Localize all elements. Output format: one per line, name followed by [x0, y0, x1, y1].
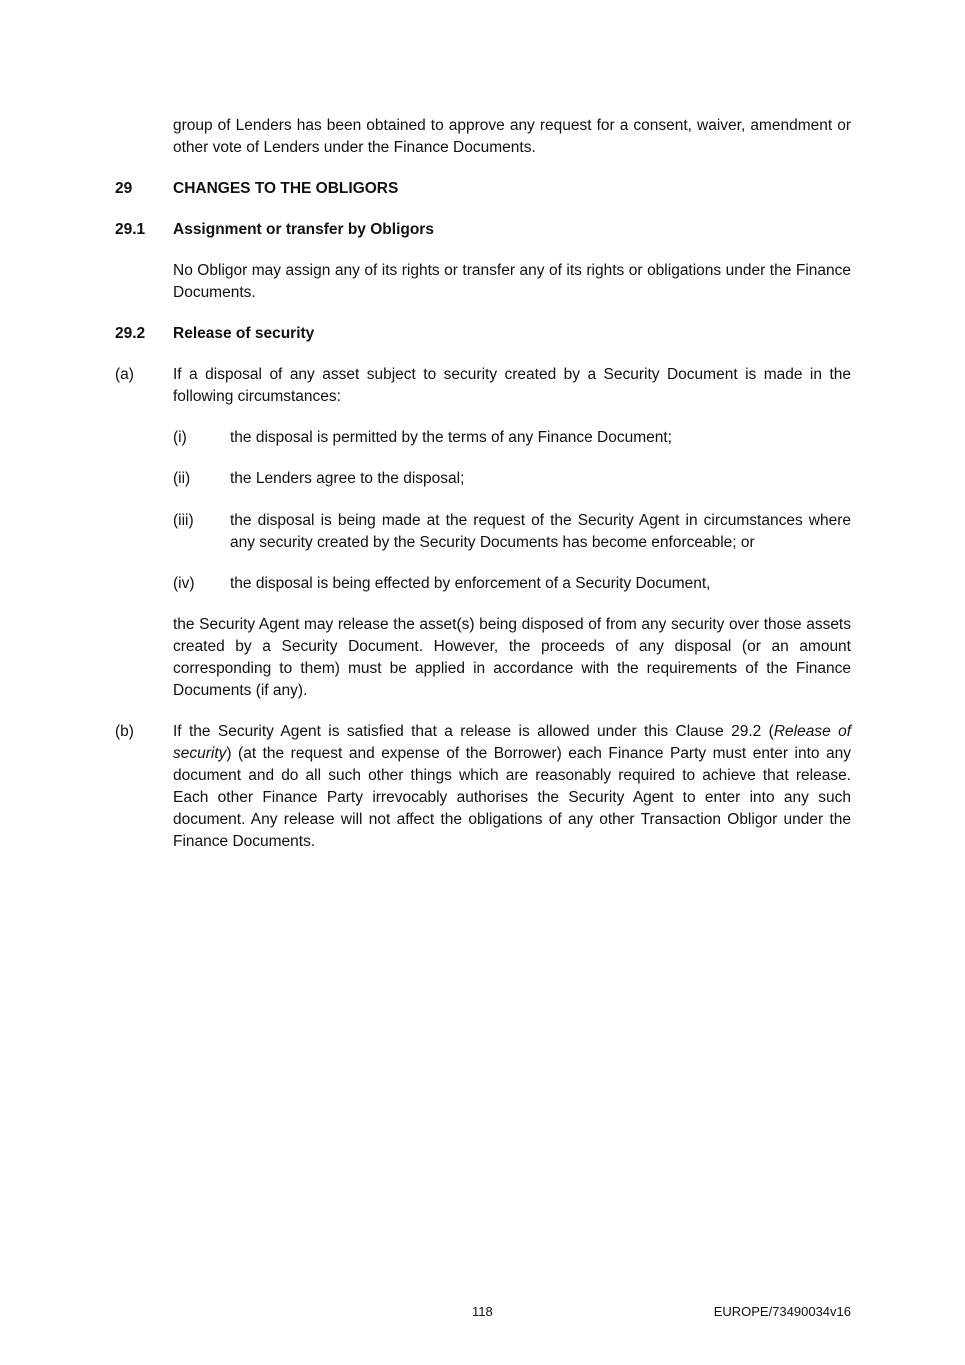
- item-ii-text: the Lenders agree to the disposal;: [230, 470, 465, 487]
- paragraph-a-text: If a disposal of any asset subject to security created by a Security Document is made in the following circumstances:: [173, 366, 851, 405]
- clause-29-1-body: No Obligor may assign any of its rights or transfer any of its rights or obligations under the Finance Documents.: [173, 262, 851, 301]
- item-i-text: the disposal is permitted by the terms of any Finance Document;: [230, 429, 672, 446]
- item-iii-text: the disposal is being made at the request of the Security Agent in circumstances where any security created by the Security Documents has become enforceable; or: [230, 512, 851, 551]
- page-number: 118: [472, 1304, 493, 1319]
- clause-29-1-title: Assignment or transfer by Obligors: [173, 221, 434, 238]
- intro-paragraph: group of Lenders has been obtained to approve any request for a consent, waiver, amendment or other vote of Lenders under the Finance Documents.: [173, 117, 851, 156]
- item-iv-text: the disposal is being effected by enforcement of a Security Document,: [230, 575, 711, 592]
- item-iv-label: (iv): [173, 575, 195, 592]
- item-iii-label: (iii): [173, 512, 194, 529]
- document-reference: EUROPE/73490034v16: [713, 1304, 851, 1319]
- paragraph-b-text: [173, 721, 851, 853]
- item-i-label: (i): [173, 429, 187, 446]
- paragraph-a-label: (a): [115, 366, 134, 383]
- paragraph-b-italic-reference: Release of security: [173, 723, 851, 762]
- clause-29-2-title: Release of security: [173, 325, 315, 342]
- clause-29-1-number: 29.1: [115, 221, 146, 238]
- clause-29-2-number: 29.2: [115, 325, 146, 342]
- clause-29-title: CHANGES TO THE OBLIGORS: [173, 180, 399, 197]
- paragraph-b-label: (b): [115, 723, 134, 740]
- clause-29-number: 29: [115, 180, 133, 197]
- paragraph-b-text-start: If the Security Agent is satisfied that a release is allowed under this Clause 29.2 (: [173, 723, 774, 740]
- paragraph-a-closing: the Security Agent may release the asset(s) being disposed of from any security over those assets created by a Security Document. However, the proceeds of any disposal (or an amount corresponding to them) must be applied in accordance with the requirements of the Finance Documents (if any).: [173, 616, 851, 699]
- paragraph-b-text-end: ) (at the request and expense of the Borrower) each Finance Party must enter into any document and do all such other things which are reasonably required to achieve that release. Each other Finance Party irrevocably authorises the Security Agent to enter into any such document. Any release will not affect the obligations of any other Transaction Obligor under the Finance Documents.: [173, 745, 851, 850]
- item-ii-label: (ii): [173, 470, 191, 487]
